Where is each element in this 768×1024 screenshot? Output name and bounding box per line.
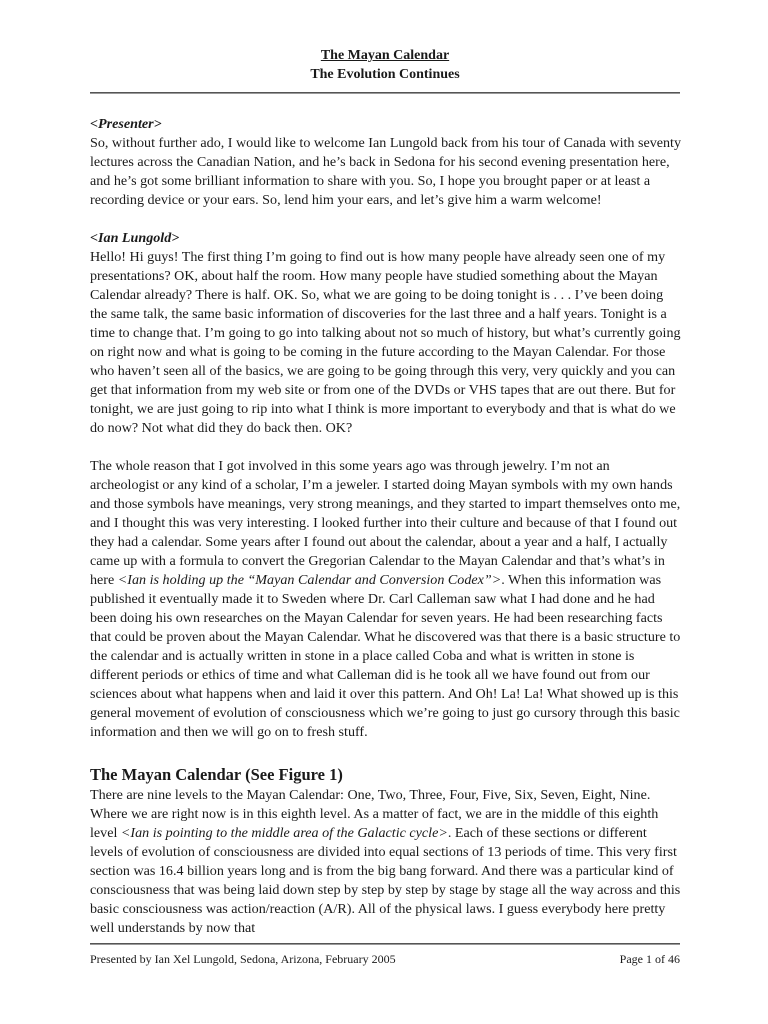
page-number: Page 1 of 46 [619, 952, 680, 966]
speaker-ian: <Ian Lungold> [90, 230, 180, 246]
header-rule [90, 92, 680, 94]
ian-paragraph-1: Hello! Hi guys! The first thing I’m going to find out is how many people have already seen one of my presentations? OK, about half the room. How many people have studied something about the Mayan Calendar already? There is half. OK. So, what we are going to be doing tonight is . . . I’ve been doing the same talk, the same basic information of discoveries for the last three and a half years. Tonight is a time to change that. I’m going to go into talking about not so much of history, but what’s currently going on right now and what is going to be coming in the future according to the Mayan Calendar. For those who haven’t seen all of the basics, we are going to be going through this very, very quickly and you can get that information from my web site or from one of the DVDs or VHS tapes that are out there. But for tonight, we are just going to rip into what I think is more important to everybody and that is what do we do now? Not what did they do back then. OK? [90, 249, 681, 436]
speaker-label-ian [90, 229, 682, 248]
calendar-paragraph-text-b: . Each of these sections or different levels of evolution of consciousness are divided into equal sections of 13 periods of time. This very first section was 16.4 billion years long and is from the big bang forward. And there was a particular kind of consciousness that was being laid down step by step by step by stage by stage all the way across and this basic consciousness was action/reaction (A/R). All of the physical laws. I guess everybody here pretty well understands by now that [90, 825, 681, 936]
ian-paragraph-2-text-b: . When this information was published it eventually made it to Sweden where Dr. Carl Calleman saw what I had done and he had been doing his own researches on the Mayan Calendar for seven years. He had been researching facts that could be proven about the Mayan Calendar. What he discovered was that there is a basic structure to the calendar and is actually written in stone in a place called Coba and what is written in stone is different periods or ethics of time and what Calleman did is he took all we have found out from our sciences about what happens when and laid it over this pattern. And Oh! La! La! What showed up is this general movement of evolution of consciousness which we’re going to just go cursory through this basic information and then we will go on to fresh stuff. [90, 572, 681, 740]
presenter-paragraph: So, without further ado, I would like to welcome Ian Lungold back from his tour of Canada with seventy lectures across the Canadian Nation, and he’s back in Sedona for his second evening presentation here, and he’s got some brilliant information to share with you. So, I hope you brought paper or at least a recording device or your ears. So, lend him your ears, and let’s give him a warm welcome! [90, 135, 682, 208]
stage-direction-2: <Ian is pointing to the middle area of the Galactic cycle> [120, 825, 448, 841]
document-title: The Mayan Calendar [320, 48, 450, 63]
speaker-label-presenter [90, 115, 682, 134]
document-header [90, 46, 680, 84]
calendar-paragraph [90, 786, 682, 938]
ian-paragraph-2 [90, 457, 682, 742]
document-body [90, 96, 682, 938]
stage-direction: <Ian is holding up the “Mayan Calendar and Conversion Codex”> [117, 572, 502, 588]
footer-rule [90, 943, 680, 945]
section-heading: The Mayan Calendar (See Figure 1) [90, 765, 343, 784]
speaker-presenter: <Presenter> [90, 116, 162, 132]
footer-credit: Presented by Ian Xel Lungold, Sedona, Arizona, February 2005 [90, 952, 396, 966]
calendar-paragraph-text-a: There are nine levels to the Mayan Calendar: One, Two, Three, Four, Five, Six, Seven, Eight, Nine. Where we are right now is in this eighth level. As a matter of fact, we are in the middle of this eighth level [90, 787, 659, 841]
ian-paragraph-2-text-a: The whole reason that I got involved in this some years ago was through jewelry. I’m not an archeologist or any kind of a scholar, I’m a jeweler. I started doing Mayan symbols with my own hands and those symbols have meanings, very strong meanings, and they started to impart themselves onto me, and I thought this was very interesting. I looked further into their culture and because of that I found out they had a calendar. Some years after I found out about the calendar, about a year and a half, I actually came up with a formula to convert the Gregorian Calendar to the Mayan Calendar and that’s what’s in here [90, 458, 681, 588]
document-subtitle: The Evolution Continues [310, 67, 460, 82]
